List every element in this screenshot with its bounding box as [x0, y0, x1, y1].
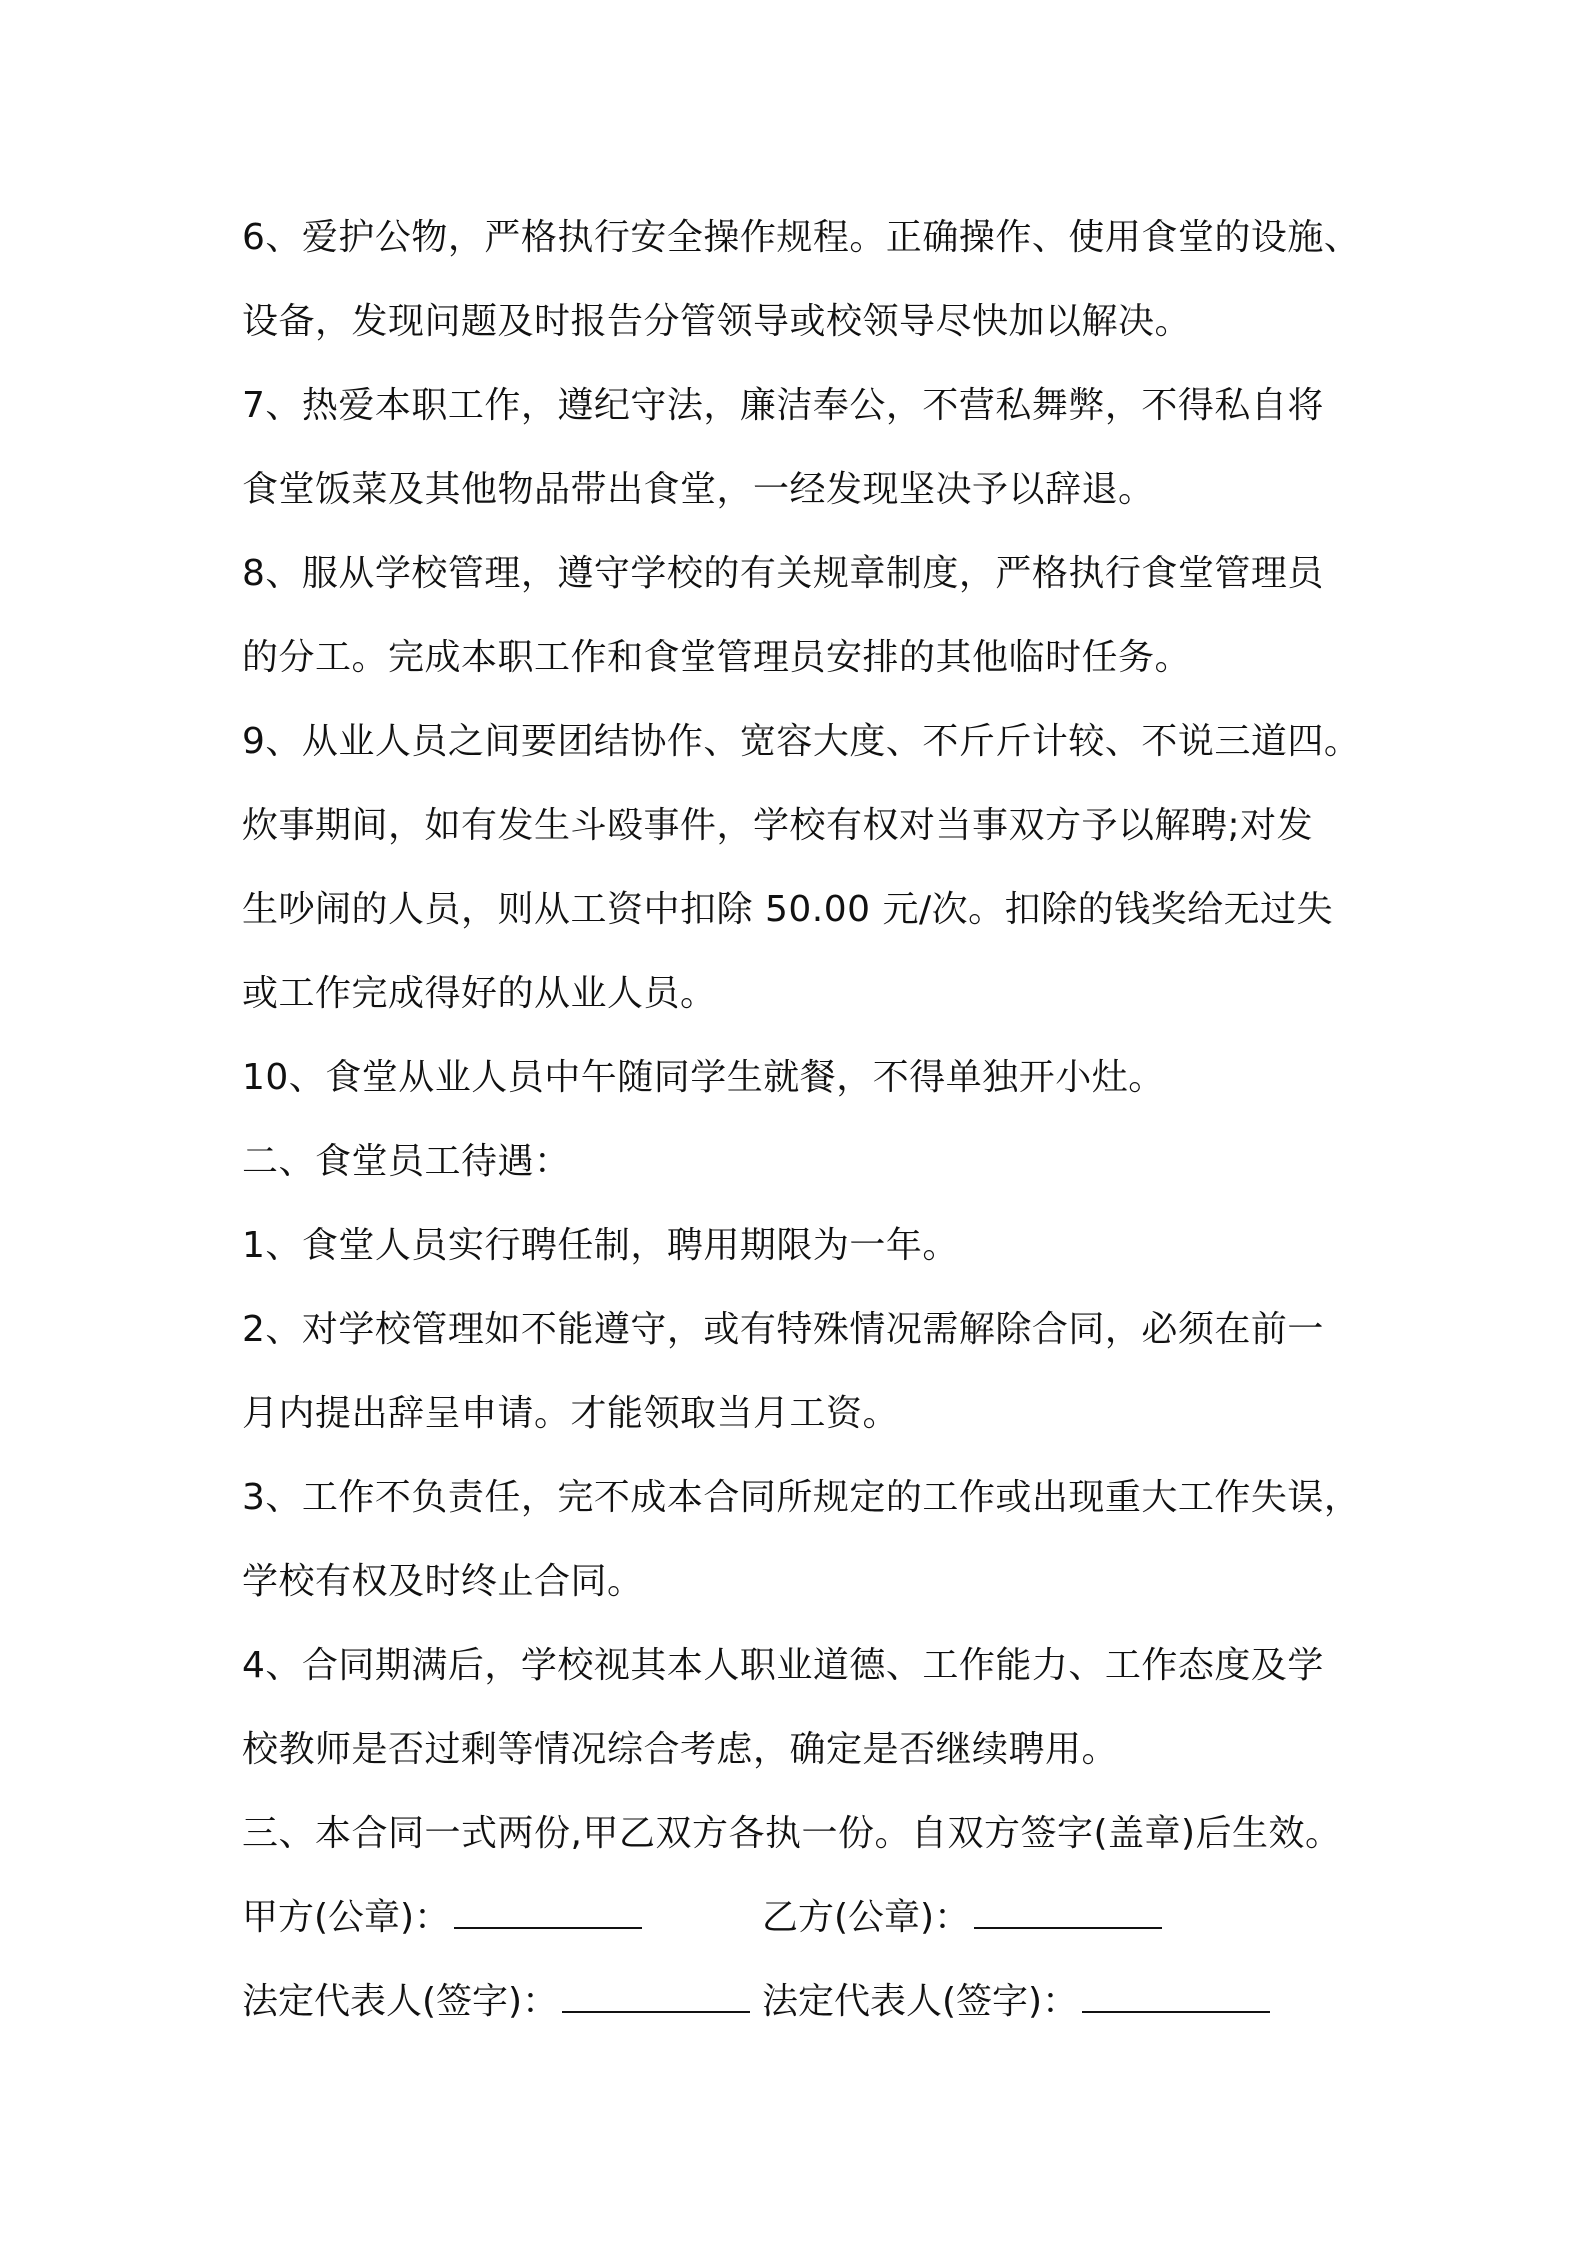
party-b-rep-field [762, 1960, 1270, 2044]
text-line: 食堂饭菜及其他物品带出食堂，一经发现坚决予以辞退。 [242, 469, 1155, 510]
section-heading: 三、本合同一式两份,甲乙双方各执一份。自双方签字(盖章)后生效。 [242, 1813, 1342, 1854]
text-line: 6、爱护公物，严格执行安全操作规程。正确操作、使用食堂的设施、 [242, 217, 1361, 258]
text-line: 生吵闹的人员，则从工资中扣除 50.00 元/次。扣除的钱奖给无过失 [242, 889, 1334, 930]
party-a-rep-blank [562, 1981, 750, 2013]
text-line: 9、从业人员之间要团结协作、宽容大度、不斤斤计较、不说三道四。 [242, 721, 1361, 762]
party-a-rep-label: 法定代表人(签字)： [242, 1981, 559, 2022]
text-line: 7、热爱本职工作，遵纪守法，廉洁奉公，不营私舞弊，不得私自将 [242, 385, 1324, 426]
text-line: 2、对学校管理如不能遵守，或有特殊情况需解除合同，必须在前一 [242, 1309, 1324, 1350]
party-b-seal-blank [974, 1897, 1162, 1929]
text-line: 的分工。完成本职工作和食堂管理员安排的其他临时任务。 [242, 637, 1192, 678]
text-line: 10、食堂从业人员中午随同学生就餐，不得单独开小灶。 [242, 1057, 1165, 1098]
text-line: 3、工作不负责任，完不成本合同所规定的工作或出现重大工作失误， [242, 1477, 1361, 1518]
text-line: 或工作完成得好的从业人员。 [242, 973, 717, 1014]
text-line: 校教师是否过剩等情况综合考虑，确定是否继续聘用。 [242, 1729, 1119, 1770]
party-b-rep-blank [1082, 1981, 1270, 2013]
party-b-seal-field [762, 1876, 1162, 1960]
text-line: 4、合同期满后，学校视其本人职业道德、工作能力、工作态度及学 [242, 1645, 1324, 1686]
party-a-seal-blank [454, 1897, 642, 1929]
party-a-seal-field [242, 1876, 642, 1960]
text-line: 设备，发现问题及时报告分管领导或校领导尽快加以解决。 [242, 301, 1192, 342]
document-body [242, 196, 1382, 2044]
party-a-seal-label: 甲方(公章)： [242, 1897, 451, 1938]
text-line: 学校有权及时终止合同。 [242, 1561, 644, 1602]
text-line: 8、服从学校管理，遵守学校的有关规章制度，严格执行食堂管理员 [242, 553, 1324, 594]
party-a-rep-field [242, 1960, 750, 2044]
text-line: 炊事期间，如有发生斗殴事件，学校有权对当事双方予以解聘;对发 [242, 805, 1314, 846]
section-heading: 二、食堂员工待遇： [242, 1141, 571, 1182]
party-b-rep-label: 法定代表人(签字)： [762, 1981, 1079, 2022]
seal-signature-row [242, 1876, 1382, 1960]
text-line: 月内提出辞呈申请。才能领取当月工资。 [242, 1393, 900, 1434]
representative-signature-row [242, 1960, 1382, 2044]
text-line: 1、食堂人员实行聘任制，聘用期限为一年。 [242, 1225, 959, 1266]
party-b-seal-label: 乙方(公章)： [762, 1897, 971, 1938]
